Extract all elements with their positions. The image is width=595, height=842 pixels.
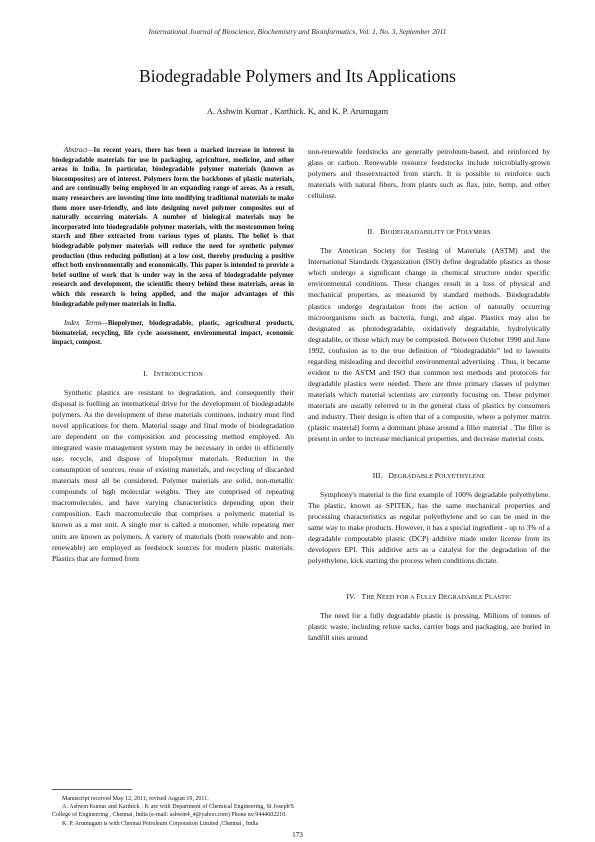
abstract <box>52 146 294 309</box>
index-terms-text: Biopolymer, biodegradable, plastic, agricultural products, biomaterial, recycling, life cycle assessment, environmental impact, economic impact, compost. <box>52 320 295 347</box>
section-title-initial: T <box>361 591 367 601</box>
section-title-initial: B <box>380 227 386 237</box>
section-title-rest: EED FOR A <box>382 593 417 601</box>
biodegradability-paragraph: The American Society for Testing of Materials (ASTM) and the International Standards Organization (ISO) define degradable plastics as those which undergo a significant change in chemical structure under specific environmental conditions. These changes result in a loss of physical and mechanical properties, as measured by standard methods. Biodegradable plastics undergo degradation from the action of naturally occurring microorganisms such as bacteria, fungi, and algae. Plastics may also be designated as photodegradable, oxidatively degradable, hydrolytically degradable, or those which may be composted. Between October 1990 and June 1992, confusion as to the true definition of “biodegradable” led to lawsuits regarding misleading and deceitful environmental advertising . Thus, it became evident to the ASTM and ISO that common test methods and protocols for degradable plastics were needed. There are three primary classes of polymer materials which material scientists are currently focusing on. These polymer materials are usually referred to in the general class of plastics by consumers and industry. Their design is often that of a composite, where a polymer matrix (plastic material) forms a dominant phase around a filler material . The filler is present in order to increase mechanical properties, and decrease material costs. <box>308 246 550 444</box>
polyethylene-paragraph: Symphony's material is the first example of 100% degradable polyethylene. The plastic, known as SPITEK, has the same mechanical properties and processing characteristics as regular polyethylene and so can be used in the same way to make products. However, it has a special ingredient - up to 3% of a degradable compostable plastic (DCP) additive made under license from its developers EPI. This additive acts as a catalyst for the degradation of the polyethylene, kick starting the process when conditions dictate. <box>308 490 550 566</box>
section-heading-introduction <box>52 368 294 380</box>
abstract-label: Abstract— <box>64 147 94 154</box>
right-column <box>308 146 550 643</box>
section-title-rest: ULLY <box>420 593 439 601</box>
abstract-text: In recent years, there has been a marked increase in interest in biodegradable materials for use in packaging, agriculture, medicine, and other areas in India. In particular, biodegradable polymer materials (known as biocomposites) are of interest. Polymers form the backbones of plastic materials, and are continually being employed in an expanding range of areas. As a result, many researchers are investing time into modifying traditional materials to make them more user-friendly, and into designing novel polymer composites out of naturally occurring materials. A number of biological materials may be incorporated into biodegradable polymer materials, with the mostcommon being starch and fiber extracted from various types of plants. The belief is that biodegradable polymer materials will reduce the need for synthetic polymer production (thus reducing pollution) at a low cost, thereby producing a positive effect both environmentally and economically. This paper is intended to provide a brief outline of work that is under way in the area of biodegradable polymer research and development, the scientific theory behind these materials, areas in which this research is being applied, and the major advantages of this biodegradable polymer materials in India. <box>52 147 294 308</box>
section-title-rest: OLYETHYLENE <box>438 473 486 481</box>
index-terms <box>52 319 294 348</box>
footnote-rule <box>52 789 132 790</box>
section-title-initial: D <box>438 591 444 601</box>
footnote-received: Manuscript received May 12, 2011; revised August 19, 2011. <box>62 796 209 802</box>
need-paragraph: The need for a fully degradable plastic is pressing. Millions of tonnes of plastic waste, including refuse sacks, carrier bags and packaging, are buried in landfill sites around <box>308 610 550 642</box>
section-title-initial: D <box>388 471 394 481</box>
section-number: IV. <box>346 591 356 601</box>
section-title-rest: IODEGRADABILITY OF <box>385 229 457 237</box>
footnote-affiliation: K. P. Arumugam is with Chennai Petroleum Corporation Limited ,Chennai , India <box>62 820 259 827</box>
section-title-initial: P <box>484 591 489 601</box>
section-title-initial: P <box>456 227 461 237</box>
footnote-affiliation: A. Ashwin Kumar and Karthick . K are with Department of Chemical Engineering, St Joseph'S College of Engineering , Chennai, India (e-mail: ashwin4_4@yahoo.com) Phone no 9444602210. <box>52 804 294 819</box>
section-title-rest: OLYMERS <box>460 229 491 237</box>
section-heading-need-for-degradable-plastic <box>308 591 550 603</box>
section-title-rest: EGRADABLE <box>443 593 485 601</box>
page-number: 173 <box>292 831 303 839</box>
section-title-rest: LASTIC <box>488 593 512 601</box>
section-number: I. <box>143 368 148 378</box>
section-title-rest: HE <box>366 593 377 601</box>
section-number: III. <box>372 471 383 481</box>
introduction-paragraph-continued: non-renewable feedstocks are generally petroleum-based, and reinforced by glass or carbon. Renewable resource feedstocks include microbially-grown polymers and thoseextracted from starch. It is possible to reinforce such materials with natural fibers, from plants such as flax, jute, hemp, and other cellulose. <box>308 147 550 201</box>
section-title-rest: EGRADABLE <box>393 473 435 481</box>
index-terms-label: Index Terms— <box>64 320 108 328</box>
section-title-initial: I <box>153 368 157 378</box>
paper-title: Biodegradable Polymers and Its Applications <box>139 66 456 86</box>
section-title-initial: N <box>376 591 383 601</box>
section-title-rest: NTRODUCTION <box>156 370 203 378</box>
running-header: International Journal of Bioscience, Biochemistry and Bioinformatics, Vol. 1, No. 3, September 2011 <box>148 27 447 36</box>
section-number: II. <box>367 227 375 237</box>
author-list: A. Ashwin Kumar , Karthick. K, and K. P. Arumugam <box>206 107 389 116</box>
introduction-paragraph: Synthetic plastics are resistant to degradation, and consequently their disposal is fuelling an international drive for the development of biodegradable polymers. As the development of these materials continues, industry must find novel applications for them. Material usage and final mode of biodegradation are dependent on the composition and processing method employed. An integrated waste management system may be necessary in order to efficiently use, recycle, and dispose of biopolymer materials. Reduction in the consumption of sources, reuse of existing materials, and recycling of discarded materials must all be considered. Polymer materials are solid, non-metallic compounds of high molecular weights. They are comprised of repeating macromolecules, and have varying characteristics depending upon their composition. Each macromolecule that comprises a polymeric material is known as a mer unit. A single mer is called a monomer, while repeating mer units are known as polymers. A variety of materials (both renewable and non-renewable) are employed as feedstock sources for modern plastic materials. Plastics that are formed from <box>52 387 294 563</box>
footnotes <box>52 795 294 828</box>
section-title-initial: F <box>416 591 421 601</box>
section-heading-biodegradability <box>308 226 550 238</box>
left-column <box>52 146 294 564</box>
section-heading-degradable-polyethylene <box>308 470 550 482</box>
section-title-initial: P <box>434 471 439 481</box>
